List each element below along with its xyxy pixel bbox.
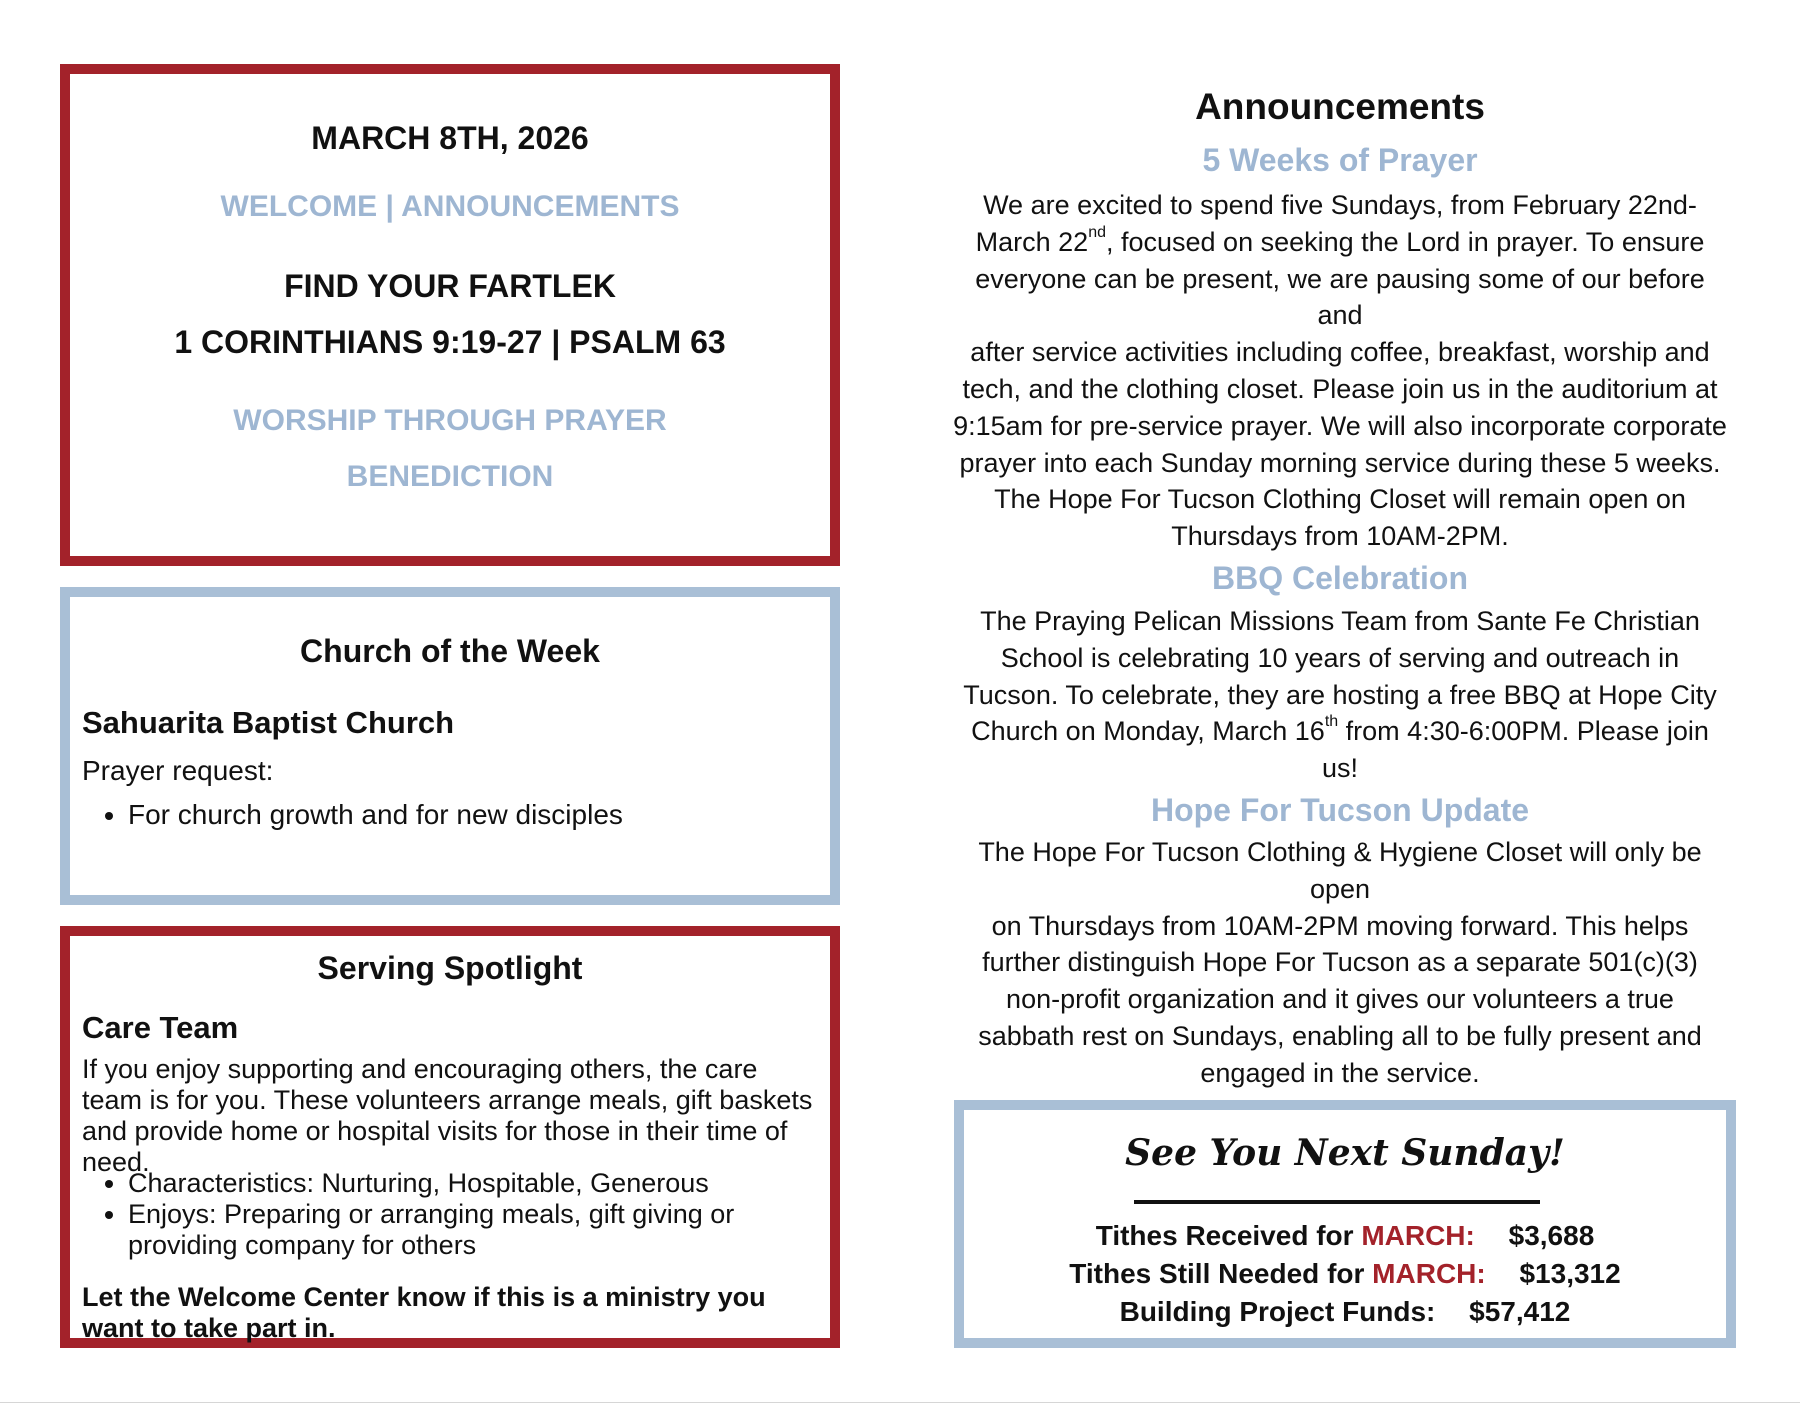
prayer-request-label: Prayer request: [82, 755, 274, 786]
text-line: prayer into each Sunday morning service during these 5 weeks. [959, 447, 1721, 478]
announcement-body [950, 603, 1730, 787]
month-label: MARCH: [1372, 1258, 1486, 1289]
text-line: The Hope For Tucson Clothing Closet will remain open on [994, 484, 1686, 515]
church-of-week-heading: Church of the Week [300, 633, 600, 669]
tithes-box [954, 1100, 1736, 1348]
team-traits-list [82, 1168, 848, 1261]
announcements-title: Announcements [1195, 86, 1485, 127]
prayer-request-list [82, 799, 623, 831]
announcement-title: Hope For Tucson Update [1150, 792, 1530, 828]
worship-item: WORSHIP THROUGH PRAYER [233, 404, 667, 437]
announcement-body [950, 834, 1730, 1092]
call-to-action: Let the Welcome Center know if this is a ministry you want to take part in. [82, 1282, 766, 1343]
text-line: further distinguish Hope For Tucson as a separate 501(c)(3) [982, 947, 1698, 978]
order-of-service-box [60, 64, 840, 566]
team-description: If you enjoy supporting and encouraging others, the care team is for you. These volunteers arrange meals, gift baskets and provide home or hospital visits for those in their time of need. [82, 1054, 813, 1177]
church-of-week-box [60, 587, 840, 905]
text-line: Church on Monday, March 16th from 4:30-6:00PM. Please join us! [971, 713, 1709, 784]
announcement-title: 5 Weeks of Prayer [1202, 142, 1478, 178]
text-line: non-profit organization and it gives our volunteers a true [1006, 984, 1674, 1015]
list-item: • Characteristics: Nurturing, Hospitable, Generous [128, 1168, 848, 1199]
serving-spotlight-heading: Serving Spotlight [317, 950, 583, 986]
month-label: MARCH: [1361, 1220, 1475, 1251]
welcome-announcements: WELCOME | ANNOUNCEMENTS [220, 190, 680, 223]
text-line: School is celebrating 10 years of serving and outreach in [1000, 642, 1680, 673]
tithes-received-row [964, 1220, 1726, 1252]
text-line: The Hope For Tucson Clothing & Hygiene Closet will only be open [978, 837, 1702, 904]
text-line: The Praying Pelican Missions Team from Sante Fe Christian [980, 606, 1700, 636]
tithes-needed-amount: $13,312 [1519, 1258, 1621, 1289]
church-name: Sahuarita Baptist Church [82, 705, 455, 740]
building-funds-amount: $57,412 [1469, 1296, 1571, 1327]
announcement-title: BBQ Celebration [1211, 560, 1469, 596]
page-bottom-rule [0, 1402, 1800, 1403]
announcement-body [950, 187, 1730, 555]
text-line: Tucson. To celebrate, they are hosting a free BBQ at Hope City [963, 679, 1717, 710]
list-item: • Enjoys: Preparing or arranging meals, gift giving or providing company for others [128, 1199, 848, 1261]
list-item: • For church growth and for new disciples [128, 799, 623, 831]
team-name: Care Team [82, 1010, 239, 1045]
tithes-needed-row [964, 1258, 1726, 1290]
scripture-reference: 1 CORINTHIANS 9:19-27 | PSALM 63 [174, 324, 726, 360]
text-line: 9:15am for pre-service prayer. We will also incorporate corporate [953, 410, 1727, 441]
text-line: sabbath rest on Sundays, enabling all to be fully present and [978, 1020, 1702, 1051]
tithes-received-label: Tithes Received for [1095, 1220, 1354, 1251]
tithes-received-amount: $3,688 [1508, 1220, 1595, 1251]
serving-spotlight-box [60, 926, 840, 1348]
service-date: MARCH 8TH, 2026 [311, 120, 589, 156]
text-line: We are excited to spend five Sundays, from February 22nd- [983, 190, 1697, 220]
divider [1134, 1200, 1540, 1204]
building-funds-row [964, 1296, 1726, 1328]
see-you-next-sunday-heading: See You Next Sunday! [1125, 1132, 1565, 1174]
sermon-title: FIND YOUR FARTLEK [284, 268, 616, 304]
building-funds-label: Building Project Funds: [1119, 1296, 1436, 1327]
text-line: everyone can be present, we are pausing some of our before and [975, 263, 1705, 331]
benediction-item: BENEDICTION [346, 460, 554, 493]
text-line: Thursdays from 10AM-2PM. [1171, 521, 1509, 552]
text-line: after service activities including coffee, breakfast, worship and [970, 337, 1710, 368]
text-line: March 22nd, focused on seeking the Lord in prayer. To ensure [975, 223, 1705, 257]
tithes-needed-label: Tithes Still Needed for [1069, 1258, 1365, 1289]
text-line: engaged in the service. [1200, 1057, 1480, 1088]
text-line: tech, and the clothing closet. Please join us in the auditorium at [962, 373, 1718, 404]
text-line: on Thursdays from 10AM-2PM moving forward. This helps [991, 910, 1689, 941]
